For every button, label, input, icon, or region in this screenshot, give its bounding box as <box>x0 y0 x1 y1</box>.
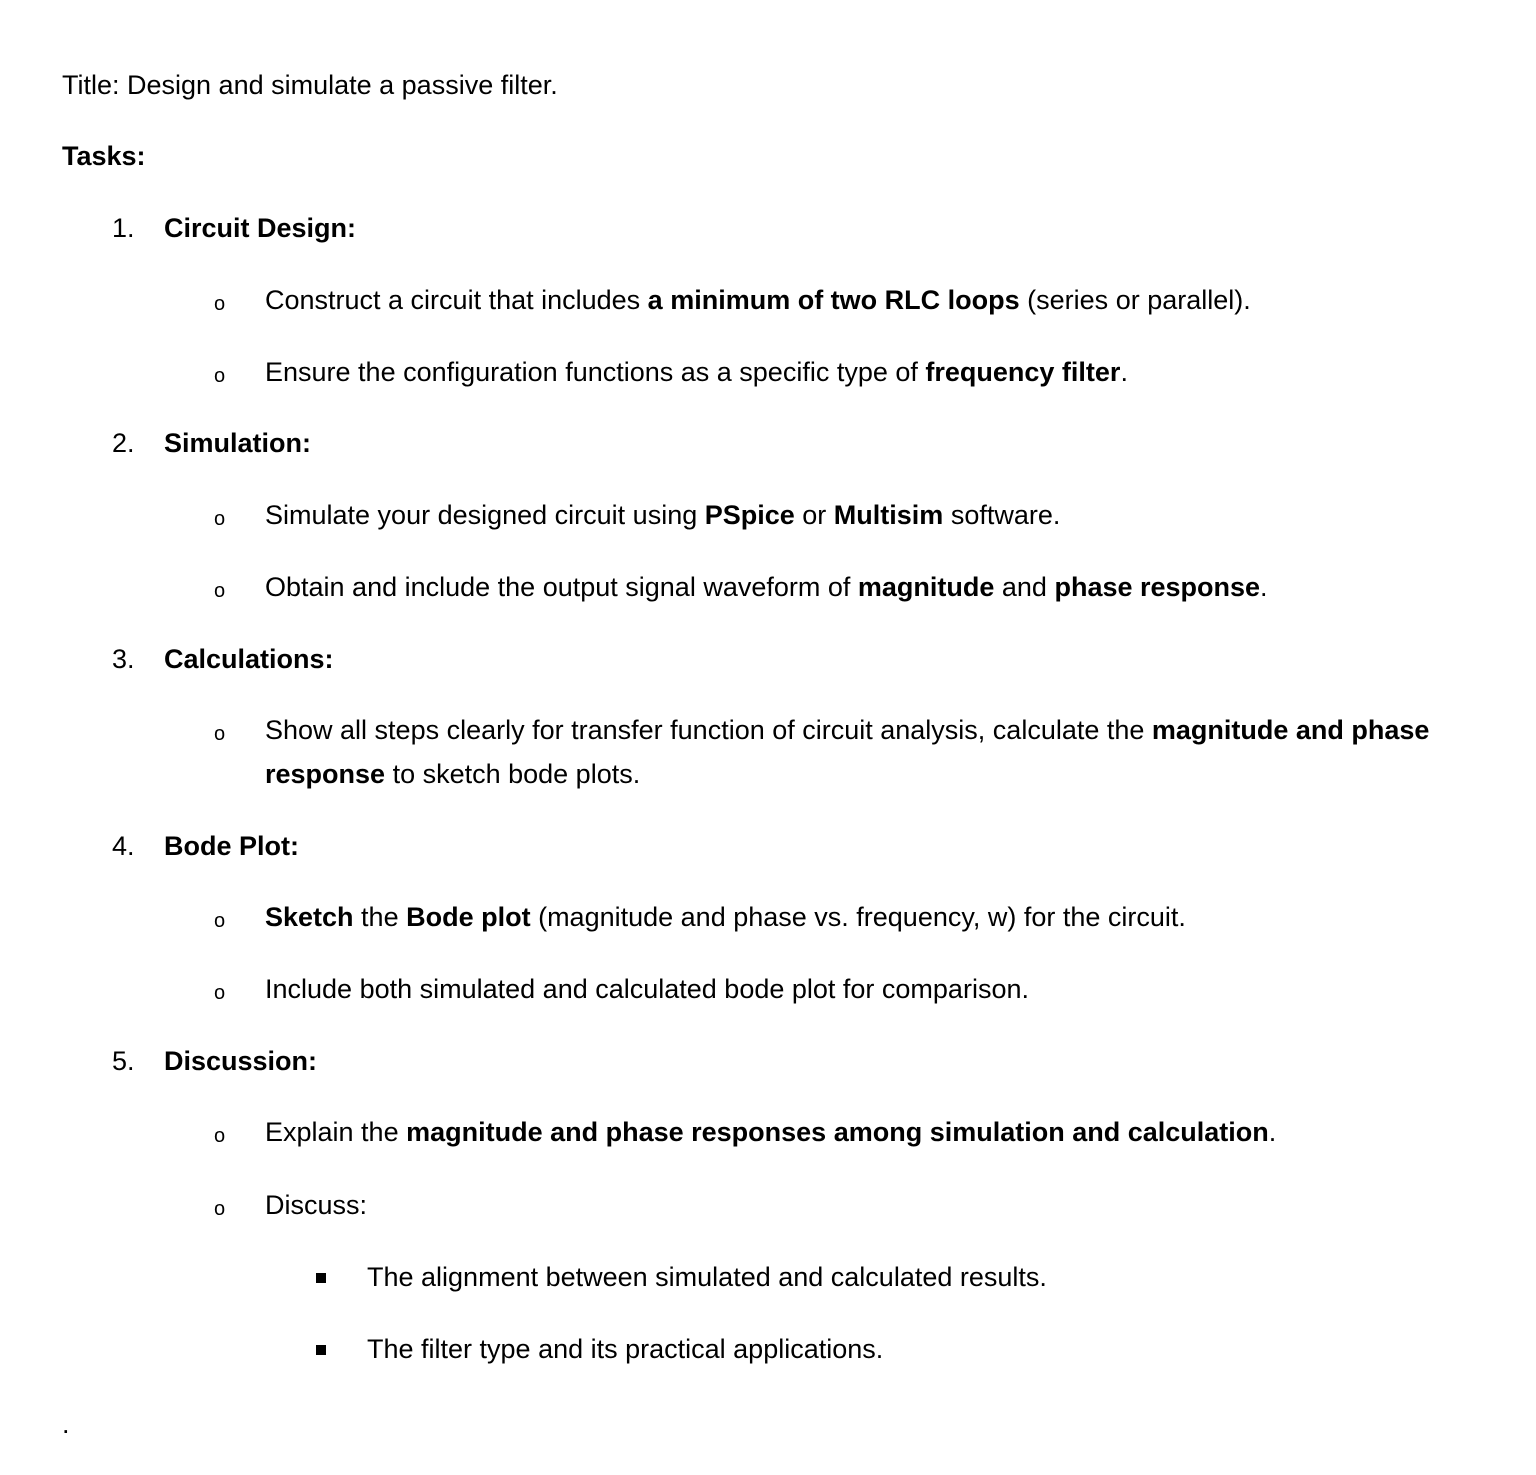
task-number: 2. <box>112 428 135 458</box>
hollow-bullet-icon: o <box>214 293 226 315</box>
trailing-mark: . <box>62 1409 70 1439</box>
task-number: 1. <box>112 213 135 243</box>
hollow-bullet-icon: o <box>214 982 226 1004</box>
square-bullet-icon <box>316 1345 326 1355</box>
hollow-bullet-icon: o <box>214 365 226 387</box>
hollow-bullet-icon: o <box>214 1198 226 1220</box>
list-item: Obtain and include the output signal waveform of magnitude and phase response. <box>265 572 1268 602</box>
list-item: The alignment between simulated and calculated results. <box>367 1262 1047 1292</box>
list-item: Sketch the Bode plot (magnitude and phase vs. frequency, w) for the circuit. <box>265 902 1186 932</box>
list-item: Include both simulated and calculated bode plot for comparison. <box>265 974 1029 1004</box>
document-title: Title: Design and simulate a passive filter. <box>62 70 558 100</box>
hollow-bullet-icon: o <box>214 580 226 602</box>
task-number: 4. <box>112 831 135 861</box>
list-item: Discuss: <box>265 1190 368 1220</box>
hollow-bullet-icon: o <box>214 508 226 530</box>
hollow-bullet-icon: o <box>214 910 226 932</box>
list-item: Explain the magnitude and phase responses among simulation and calculation. <box>265 1117 1277 1147</box>
task-number: 5. <box>112 1046 135 1076</box>
task-title-bode-plot: Bode Plot: <box>164 831 299 861</box>
list-item: Simulate your designed circuit using PSpice or Multisim software. <box>265 500 1061 530</box>
task-title-circuit-design: Circuit Design: <box>164 213 357 243</box>
list-item: The filter type and its practical applications. <box>367 1334 884 1364</box>
hollow-bullet-icon: o <box>214 1125 226 1147</box>
task-title-calculations: Calculations: <box>164 644 334 674</box>
list-item: Ensure the configuration functions as a specific type of frequency filter. <box>265 357 1128 387</box>
task-title-discussion: Discussion: <box>164 1046 318 1076</box>
list-item: Show all steps clearly for transfer function of circuit analysis, calculate the magnitude and phase response to sketch bode plots. <box>265 715 1430 789</box>
task-number: 3. <box>112 644 135 674</box>
task-title-simulation: Simulation: <box>164 428 311 458</box>
square-bullet-icon <box>316 1273 326 1283</box>
tasks-heading: Tasks: <box>62 141 146 171</box>
list-item: Construct a circuit that includes a minimum of two RLC loops (series or parallel). <box>265 285 1251 315</box>
hollow-bullet-icon: o <box>214 723 226 745</box>
